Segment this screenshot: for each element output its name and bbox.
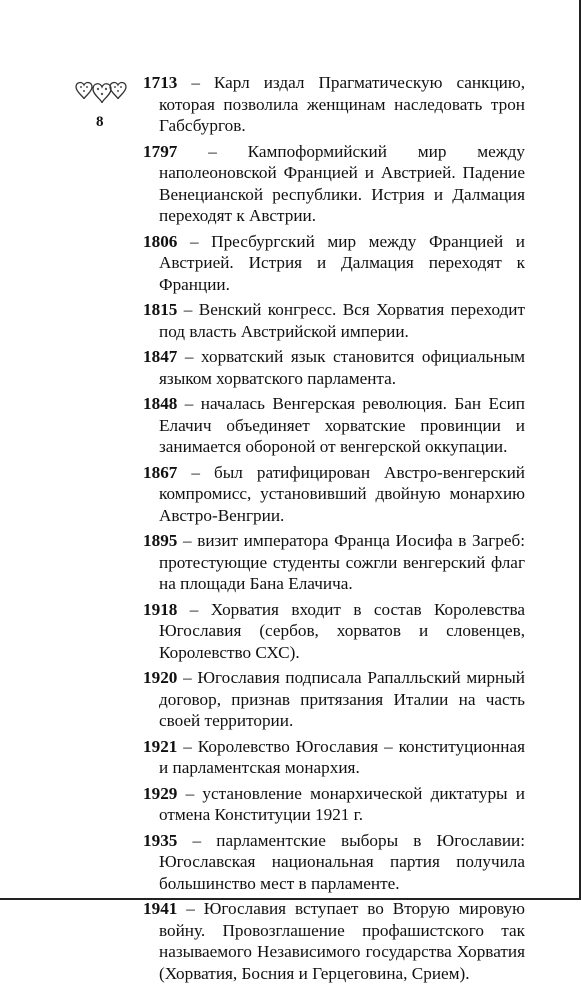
entry-year: 1797 <box>143 141 178 161</box>
chronology-entry <box>143 599 525 664</box>
chronology-entry <box>143 667 525 732</box>
chronology-entry <box>143 783 525 826</box>
chronology-entry <box>143 393 525 458</box>
entry-text: – визит императора Франца Иосифа в Загреб: протестующие студенты сожгли венгерский флаг на площади Бана Елачича. <box>159 531 525 593</box>
entry-year: 1895 <box>143 531 178 550</box>
entry-text: – Югославия подписала Рапалльский мирный договор, признав притязания Италии на часть своей территории. <box>159 668 525 730</box>
entry-text: – Венский конгресс. Вся Хорватия переходит под власть Австрийской империи. <box>159 300 525 341</box>
entry-year: 1918 <box>143 599 178 619</box>
entry-text: – Карл издал Прагматическую санкцию, которая позволила женщинам наследовать трон Габсбургов. <box>159 73 525 135</box>
entry-year: 1935 <box>143 830 178 850</box>
chronology-list <box>143 72 525 988</box>
entry-year: 1806 <box>143 231 178 251</box>
chronology-entry <box>143 736 525 779</box>
entry-text: – хорватский язык становится официальным языком хорватского парламента. <box>159 347 525 388</box>
entry-year: 1847 <box>143 347 178 366</box>
entry-text: – Югославия вступает во Вторую мировую войну. Провозглашение профашистского так называемого Независимого государства Хорватия (Хорватия, Босния и Герцеговина, Срием). <box>159 899 525 983</box>
entry-year: 1941 <box>143 899 178 918</box>
entry-text: – Хорватия входит в состав Королевства Югославия (сербов, хорватов и словенцев, Королевство СХС). <box>159 599 525 662</box>
entry-text: – Кампоформийский мир между наполеоновской Францией и Австрией. Падение Венецианской республики. Истрия и Далмация переходят к Австрии. <box>159 141 525 225</box>
chronology-entry <box>143 898 525 984</box>
chronology-entry <box>143 231 525 296</box>
entry-text: – Королевство Югославия – конституционная и парламентская монархия. <box>159 736 525 777</box>
entry-text: – был ратифицирован Австро-венгерский компромисс, установивший двойную монархию Австро-Венгрии. <box>159 462 525 525</box>
entry-text: – началась Венгерская революция. Бан Есип Елачич объединяет хорватские провинции и занимается обороной от венгерской оккупации. <box>159 394 525 456</box>
chronology-entry <box>143 346 525 389</box>
chronology-entry <box>143 72 525 137</box>
entry-year: 1929 <box>143 783 178 803</box>
entry-year: 1921 <box>143 736 178 756</box>
chronology-entry <box>143 299 525 342</box>
entry-year: 1867 <box>143 462 178 482</box>
entry-year: 1848 <box>143 394 178 413</box>
entry-text: – Пресбургский мир между Францией и Австрией. Истрия и Далмация переходят к Франции. <box>159 231 525 294</box>
entry-text: – установление монархической диктатуры и отмена Конституции 1921 г. <box>159 783 525 824</box>
chronology-entry <box>143 830 525 895</box>
page-number: 8 <box>96 114 104 130</box>
chronology-entry <box>143 141 525 227</box>
entry-text: – парламентские выборы в Югославии: Югославская национальная партия получила большинство мест в парламенте. <box>159 830 525 893</box>
chronology-entry <box>143 530 525 595</box>
entry-year: 1713 <box>143 73 178 92</box>
hearts-ornament-icon <box>73 79 129 105</box>
entry-year: 1815 <box>143 300 178 319</box>
chronology-entry <box>143 462 525 527</box>
entry-year: 1920 <box>143 668 178 687</box>
